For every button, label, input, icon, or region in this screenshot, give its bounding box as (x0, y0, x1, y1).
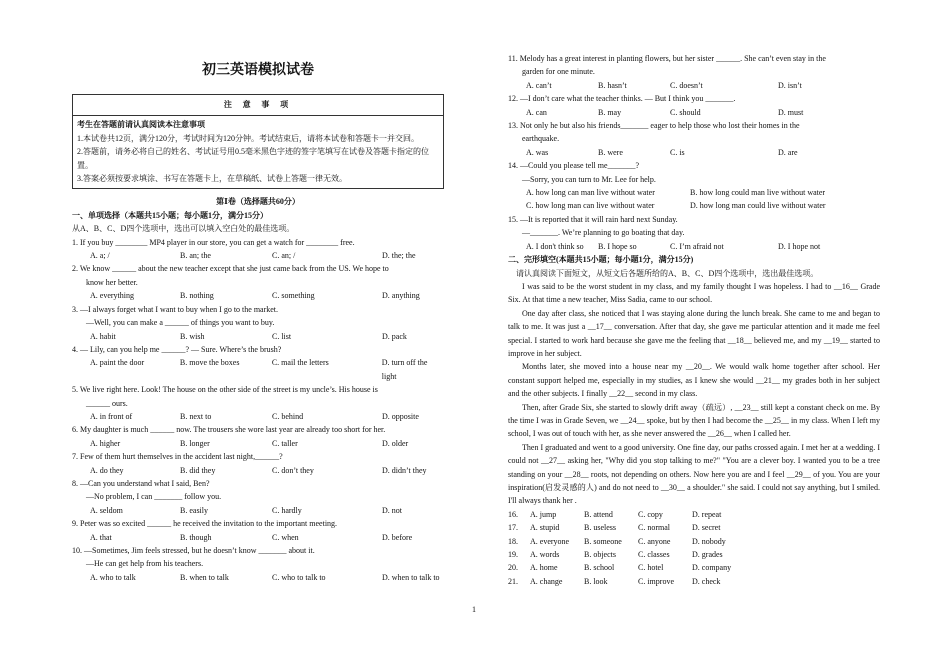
option: C. who to talk to (272, 572, 326, 582)
answer-cell: B. someone (584, 536, 622, 546)
question-list (508, 52, 880, 253)
options-row (508, 146, 880, 159)
option: B. next to (180, 411, 212, 421)
answer-cell: D. check (692, 576, 721, 586)
question-stem: 11. Melody has a great interest in planting flowers, but her sister ______. She can’t even stay in the (508, 54, 826, 63)
answer-row (508, 548, 880, 561)
option: C. don’t they (272, 465, 314, 475)
option: A. paint the door (90, 358, 145, 368)
passage-paragraph: One day after class, she noticed that I was staying alone during the lunch break. She came to me and began to talk to me. It was just a __17__ conversation. After that day, she gave me particular attention and it made me feel special. I started to work hard because she gave me the feeling that __18__ believed me, and my __19__ started to improve in her subject. (508, 308, 880, 358)
options-row (72, 437, 444, 450)
option: C. something (272, 291, 315, 301)
question-stem: 8. —Can you understand what I said, Ben? (72, 478, 210, 488)
option: D. must (778, 107, 804, 117)
option: A. can (526, 107, 547, 117)
answer-cell: B. useless (584, 523, 616, 533)
option: A. was (526, 147, 549, 157)
question-stem: 12. —I don’t care what the teacher thinks. — But I think you _______. (508, 94, 736, 104)
option: D. when to talk to (382, 572, 440, 582)
options-row (72, 249, 444, 262)
options-row (72, 464, 444, 477)
option: C. mail the letters (271, 358, 329, 368)
answer-row (508, 575, 880, 588)
answer-cell: B. objects (584, 550, 616, 560)
part-heading: 第Ⅰ卷（选择题共60分） (216, 197, 300, 207)
question-stem: ______ ours. (86, 398, 128, 408)
question-stem: —_______. We’re planning to go boating that day. (522, 228, 685, 238)
option: C. should (670, 107, 701, 117)
page-number: 1 (472, 605, 476, 614)
notice-line: 2.答题前，请务必将自己的姓名、考试证号用0.5毫米黑色字迹的签字笔填写在试卷及答题卡指定的位置。 (77, 147, 429, 170)
answer-row (508, 535, 880, 548)
option: D. the; the (382, 251, 416, 261)
passage-paragraph: Months later, she moved into a house near my __20__. We would walk home together after school. Her constant support helped me, especially in my studies, as I knew she would __21__ my grades both in her subject and the other subjects. I finally __22__ second in my class. (508, 362, 880, 399)
option: B. did they (180, 465, 216, 475)
option: A. higher (90, 438, 121, 448)
question-stem: 1. If you buy ________ MP4 player in our store, you can get a watch for ________ free. (72, 237, 355, 247)
notice-line: 3.答案必须按要求填涂、书写在答题卡上，在草稿纸、试卷上答题一律无效。 (77, 174, 347, 184)
option: C. doesn’t (670, 80, 703, 90)
question-stem: 4. — Lily, can you help me ______? — Sure. Where’s the brush? (72, 344, 282, 354)
option: A. habit (90, 331, 116, 341)
option: B. wish (180, 331, 205, 341)
option: D. isn’t (778, 80, 802, 90)
option: A. can’t (526, 80, 552, 90)
option: C. taller (272, 438, 298, 448)
answer-cell: C. improve (638, 576, 674, 586)
answer-row (508, 521, 880, 534)
question-stem: know her better. (86, 277, 138, 287)
answer-cell: D. company (692, 563, 732, 573)
answer-cell: B. attend (584, 509, 613, 519)
option: A. who to talk (90, 572, 136, 582)
option: A. a; / (90, 251, 110, 261)
option: B. were (598, 147, 623, 157)
notice-box (72, 94, 444, 189)
answer-cell: 17. (508, 523, 518, 533)
options-row (508, 79, 880, 92)
passage-paragraph: Then, after Grade Six, she started to slowly drift away（疏远）, __23__ still kept a constant check on me. By the time I was in Grade Seven, we __24__ spoke, but by then I had become the __25__ in my class. When I left my school, I was out of touch with her, as she never answered the __26__ when I called her. (508, 402, 880, 439)
option: A. do they (90, 465, 124, 475)
option: D. before (382, 532, 413, 542)
options-row (508, 106, 880, 119)
answer-cell: 20. (508, 563, 518, 573)
section1-heading: 一、单项选择（本题共15小题；每小题1分，满分15分） (72, 210, 268, 220)
options-row (508, 240, 880, 253)
page-title: 初三英语模拟试卷 (202, 62, 314, 78)
option: B. nothing (180, 291, 214, 301)
option: A. in front of (90, 411, 133, 421)
answer-cell: A. jump (530, 509, 557, 519)
answer-cell: C. anyone (638, 536, 671, 546)
answer-cell: A. everyone (530, 536, 570, 546)
options-row (508, 186, 880, 199)
question-stem: —No problem, I can _______ follow you. (86, 492, 222, 502)
notice-heading: 注 意 事 项 (223, 100, 293, 109)
section2-heading: 二、完形填空(本题共15小题；每小题1分，满分15分) (508, 255, 694, 265)
answer-cell: 16. (508, 509, 518, 519)
option: D. how long man could live without water (690, 201, 826, 211)
option: D. anything (382, 291, 420, 301)
question-stem: —He can get help from his teachers. (86, 559, 204, 569)
question-stem: 13. Not only he but also his friends_______ eager to help those who lost their homes in the (508, 121, 800, 131)
option: B. hasn’t (598, 80, 627, 90)
options-row (72, 330, 444, 343)
passage-paragraph: I was said to be the worst student in my class, and my family thought I was hopeless. I had to __16__ Grade Six. At that time a new teacher, Miss Sadia, came to our school. (508, 281, 880, 305)
answer-cell: D. grades (692, 550, 723, 560)
answer-cell: A. change (530, 576, 563, 586)
option: B. may (598, 107, 622, 117)
section1-instruction: 从A、B、C、D四个选项中，选出可以填入空白处的最佳选项。 (72, 224, 295, 234)
question-stem: 10. —Sometimes, Jim feels stressed, but he doesn’t know _______ about it. (72, 546, 315, 555)
option: B. an; the (180, 251, 211, 261)
option: D. not (382, 505, 402, 515)
question-stem: 9. Peter was so excited ______ he received the invitation to the important meeting. (72, 519, 338, 529)
option: C. is (670, 147, 685, 157)
options-row (72, 504, 444, 517)
question-stem: 2. We know ______ about the new teacher except that she just came back from the US. We hope to (72, 264, 389, 274)
option: B. though (180, 532, 212, 542)
option: D. are (778, 147, 798, 157)
option: A. how long can man live without water (526, 188, 655, 198)
option: B. longer (180, 438, 210, 448)
option: A. that (90, 532, 112, 542)
options-row (72, 571, 444, 584)
answer-cell: C. copy (638, 509, 663, 519)
answer-row (508, 561, 880, 574)
option: B. how long could man live without water (690, 188, 826, 198)
option: D. I hope not (778, 241, 821, 251)
answer-options (508, 508, 880, 588)
option: B. easily (180, 505, 208, 515)
answer-cell: C. normal (638, 523, 670, 533)
answer-cell: C. classes (638, 550, 670, 560)
question-stem: 7. Few of them hurt themselves in the accident last night,______? (72, 452, 283, 462)
question-stem: —Sorry, you can turn to Mr. Lee for help. (522, 174, 656, 184)
options-row (72, 410, 444, 423)
left-column (72, 0, 444, 584)
answer-cell: D. nobody (692, 536, 726, 546)
option: C. an; / (272, 251, 296, 261)
option: D. didn’t they (382, 465, 427, 475)
question-stem: 15. —It is reported that it will rain hard next Sunday. (508, 214, 678, 224)
question-stem: 6. My daughter is much ______ now. The trousers she wore last year are already too short for her. (72, 425, 386, 435)
option: B. move the boxes (179, 358, 240, 368)
cloze-passage (508, 280, 880, 508)
option: D. turn off the light (381, 358, 428, 381)
notice-line: 1.本试卷共12页，满分120分，考试时间为120分钟。考试结束后，请将本试卷和答题卡一并交回。 (77, 133, 419, 143)
answer-cell: 18. (508, 536, 518, 546)
option: A. everything (90, 291, 134, 301)
right-column (508, 52, 880, 588)
question-stem: 3. —I always forget what I want to buy when I go to the market. (72, 304, 279, 314)
options-row (72, 356, 444, 383)
question-stem: earthquake. (522, 134, 560, 144)
question-stem: —Well, you can make a ______ of things you want to buy. (86, 318, 275, 328)
question-list (72, 236, 444, 585)
passage-paragraph: Then I graduated and went to a good university. One fine day, our paths crossed again. I met her at a wedding. I could not __27__ asking her, "Why did you stop talking to me?" "You are a clever boy. I wanted you to be a tree standing on your __28__ roots, not depending on others. Now here you are and I feel __29__ of you. You are your inspiration(启发灵感的人) and do not need to __30__ a shoulder." she said. I could not say anything, but I smiled. I'll always thank her . (508, 442, 880, 506)
question-stem: garden for one minute. (522, 67, 595, 77)
option: A. seldom (90, 505, 123, 515)
options-row (72, 531, 444, 544)
option: C. hardly (272, 505, 302, 515)
option: B. I hope so (598, 241, 637, 251)
answer-cell: A. home (530, 563, 558, 573)
option: C. how long man can live without water (526, 201, 655, 211)
answer-cell: A. words (530, 550, 560, 560)
option: C. I’m afraid not (670, 241, 724, 251)
options-row (72, 289, 444, 302)
answer-cell: B. school (584, 563, 615, 573)
option: C. behind (272, 411, 304, 421)
option: D. older (382, 438, 409, 448)
option: C. when (272, 532, 299, 542)
notice-line: 考生在答题前请认真阅读本注意事项 (77, 120, 205, 130)
answer-cell: 21. (508, 576, 518, 586)
answer-row (508, 508, 880, 521)
answer-cell: B. look (584, 576, 608, 586)
question-stem: 14. —Could you please tell me_______? (508, 161, 640, 171)
option: C. list (272, 331, 292, 341)
options-row (508, 199, 880, 212)
answer-cell: D. repeat (692, 509, 722, 519)
answer-cell: 19. (508, 550, 518, 560)
question-stem: 5. We live right here. Look! The house on the other side of the street is my uncle’s. His house is (72, 385, 378, 395)
option: A. I don't think so (526, 241, 584, 251)
answer-cell: C. hotel (638, 563, 664, 573)
option: D. pack (382, 331, 407, 341)
section2-instruction: 请认真阅读下面短文，从短文后各题所给的A、B、C、D四个选项中，选出最佳选项。 (516, 268, 819, 278)
option: B. when to talk (180, 572, 229, 582)
answer-cell: D. secret (692, 523, 721, 533)
option: D. opposite (382, 411, 419, 421)
answer-cell: A. stupid (530, 523, 560, 533)
